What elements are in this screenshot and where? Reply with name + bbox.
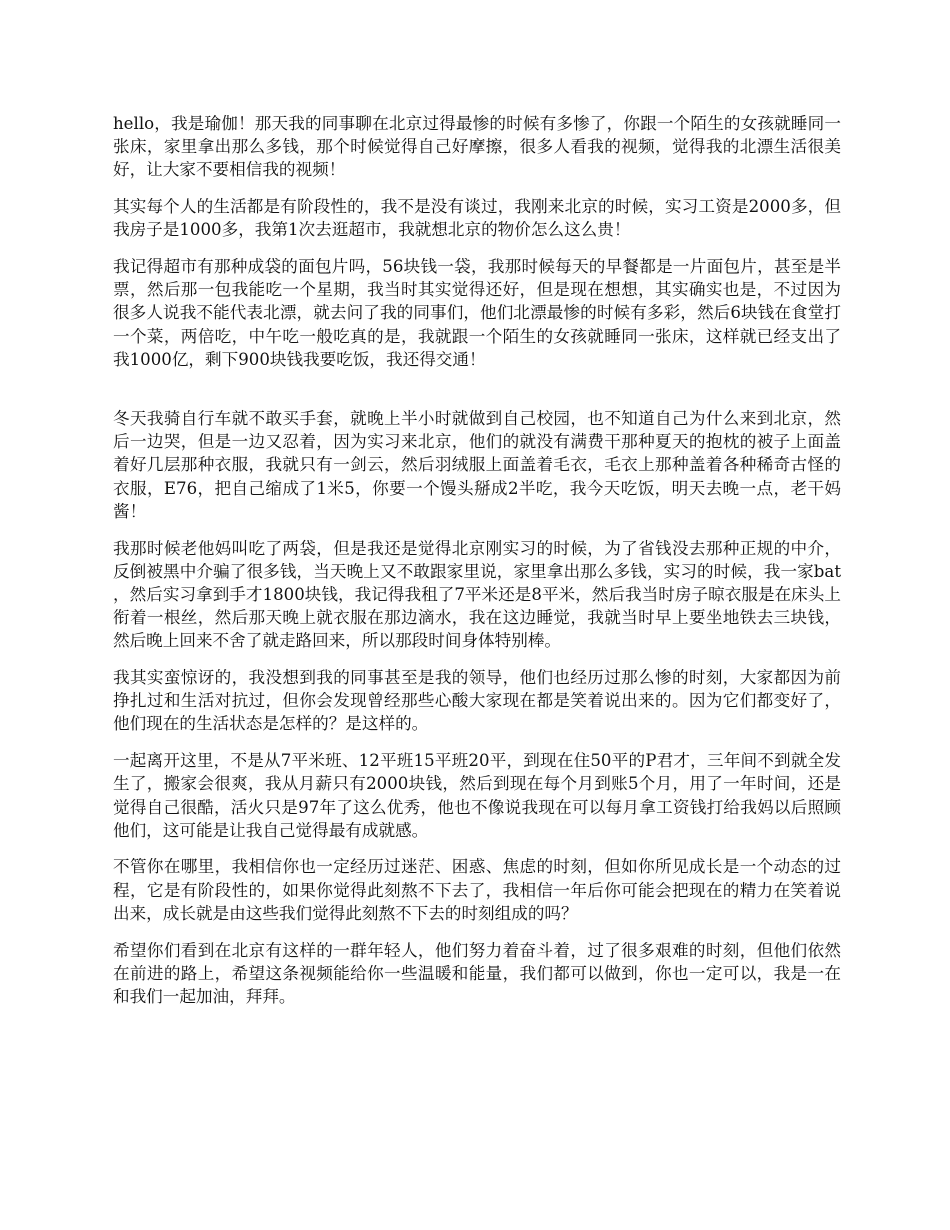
paragraph-1: hello，我是瑜伽！那天我的同事聊在北京过得最惨的时候有多惨了，你跟一个陌生的女孩就睡同一张床，家里拿出那么多钱，那个时候觉得自己好摩擦，很多人看我的视频，觉得我的北漂生活很美好，让大家不要相信我的视频！ <box>113 114 841 180</box>
paragraph-9: 希望你们看到在北京有这样的一群年轻人，他们努力着奋斗着，过了很多艰难的时刻，但他们依然在前进的路上，希望这条视频能给你一些温暖和能量，我们都可以做到，你也一定可以，我是一在和我们一起加油，拜拜。 <box>113 940 841 1006</box>
paragraph-8: 不管你在哪里，我相信你也一定经历过迷茫、困惑、焦虑的时刻，但如你所见成长是一个动态的过程，它是有阶段性的，如果你觉得此刻熬不下去了，我相信一年后你可能会把现在的精力在笑着说出来，成长就是由这些我们觉得此刻熬不下去的时刻组成的吗？ <box>113 857 841 923</box>
paragraph-7: 一起离开这里，不是从7平米班、12平班15平班20平，到现在住50平的P君才，三年间不到就全发生了，搬家会很爽，我从月薪只有2000块钱，然后到现在每个月到账5个月，用了一年时间，还是觉得自己很酷，活火只是97年了这么优秀，他也不像说我现在可以每月拿工资钱打给我妈以后照顾他们，这可能是让我自己觉得最有成就感。 <box>113 751 841 840</box>
paragraph-2: 其实每个人的生活都是有阶段性的，我不是没有谈过，我刚来北京的时候，实习工资是2000多，但我房子是1000多，我第1次去逛超市，我就想北京的物价怎么这么贵！ <box>113 197 841 240</box>
paragraph-4: 冬天我骑自行车就不敢买手套，就晚上半小时就做到自己校园，也不知道自己为什么来到北京，然后一边哭，但是一边又忍着，因为实习来北京，他们的就没有满费干那种夏天的抱枕的被子上面盖着好几层那种衣服，我就只有一剑云，然后羽绒服上面盖着毛衣，毛衣上那种盖着各种稀奇古怪的衣服，E76，把自己缩成了1米5，你要一个馒头掰成2半吃，我今天吃饭，明天去晚一点，老干妈酱！ <box>113 409 841 521</box>
paragraph-3: 我记得超市有那种成袋的面包片吗，56块钱一袋，我那时候每天的早餐都是一片面包片，甚至是半票，然后那一包我能吃一个星期，我当时其实觉得还好，但是现在想想，其实确实也是，不过因为很多人说我不能代表北漂，就去问了我的同事们，他们北漂最惨的时候有多彩，然后6块钱在食堂打一个菜，两倍吃，中午吃一般吃真的是，我就跟一个陌生的女孩就睡同一张床，这样就已经支出了我1000亿，剩下900块钱我要吃饭，我还得交通！ <box>113 257 841 369</box>
paragraph-6: 我其实蛮惊讶的，我没想到我的同事甚至是我的领导，他们也经历过那么惨的时刻，大家都因为前挣扎过和生活对抗过，但你会发现曾经那些心酸大家现在都是笑着说出来的。因为它们都变好了，他们现在的生活状态是怎样的？是这样的。 <box>113 668 841 734</box>
document-body <box>113 112 841 1022</box>
paragraph-5: 我那时候老他妈叫吃了两袋，但是我还是觉得北京刚实习的时候，为了省钱没去那种正规的中介，反倒被黑中介骗了很多钱，当天晚上又不敢跟家里说，家里拿出那么多钱，实习的时候，我一家bat，然后实习拿到手才1800块钱，我记得我租了7平米还是8平米，然后我当时房子晾衣服是在床头上衔着一根丝，然后那天晚上就衣服在那边滴水，我在这边睡觉，我就当时早上要坐地铁去三块钱，然后晚上回来不舍了就走路回来，所以那段时间身体特别棒。 <box>113 538 841 651</box>
